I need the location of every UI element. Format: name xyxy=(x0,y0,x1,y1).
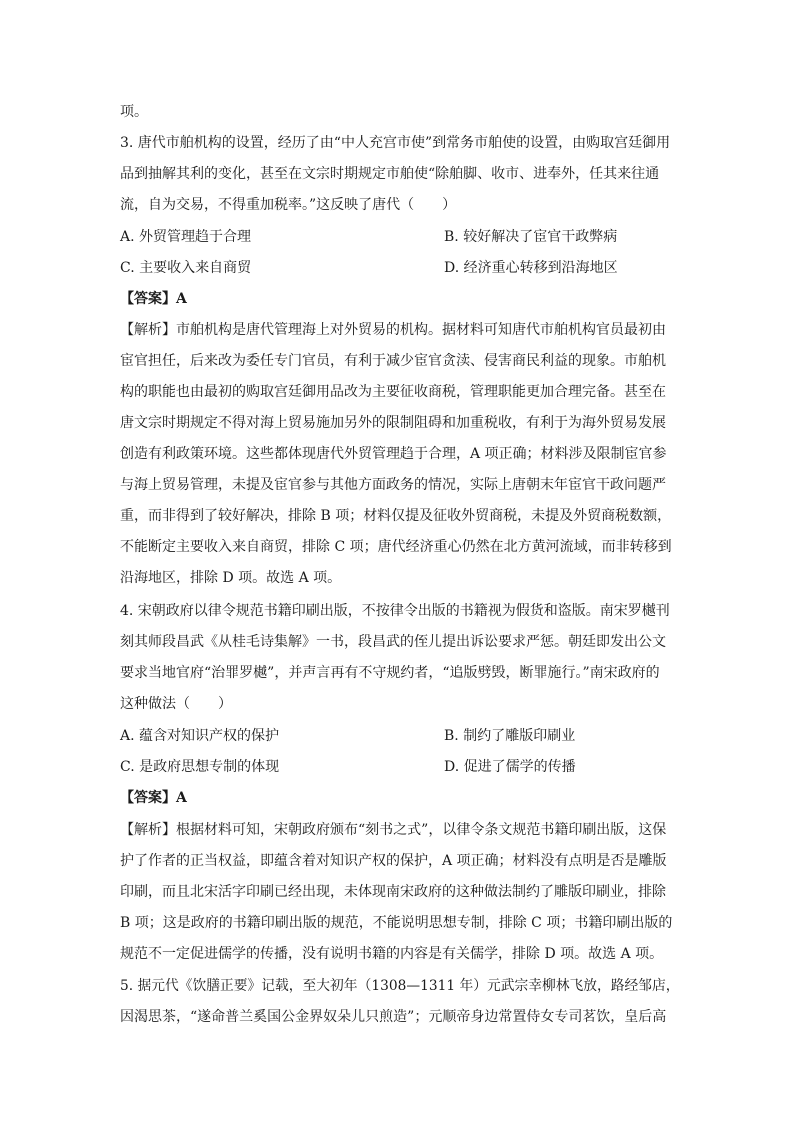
q4-analysis-line: 护了作者的正当权益，即蕴含着对知识产权的保护，A 项正确；材料没有点明是否是雕版 xyxy=(120,853,667,869)
q3-analysis-line: 创造有利政策环境。这些都体现唐代外贸管理趋于合理，A 项正确；材料涉及限制宦官参 xyxy=(120,446,667,462)
question-3-stem: 流，自为交易，不得重加税率。”这反映了唐代（ ） xyxy=(120,197,457,213)
question-5-stem: 5. 据元代《饮膳正要》记载，至大初年（1308—1311 年）元武宗幸柳林飞放，路经邹店， xyxy=(120,978,680,994)
q4-analysis-line: B 项；这是政府的书籍印刷出版的规范，不能说明思想专制，排除 C 项；书籍印刷出版的 xyxy=(120,915,673,931)
q4-option-b: B. 制约了雕版印刷业 xyxy=(444,728,576,744)
q4-analysis-line: 规范不一定促进儒学的传播，没有说明书籍的内容是有关儒学，排除 D 项。故选 A 项。 xyxy=(120,946,664,962)
q3-answer: 【答案】A xyxy=(120,291,187,307)
question-5-stem: 因渴思茶，“遂命普兰奚国公金界奴朵儿只煎造”；元顺帝身边常置侍女专司茗饮，皇后高 xyxy=(120,1009,667,1025)
q4-option-a: A. 蕴含对知识产权的保护 xyxy=(120,728,280,744)
question-3-stem: 品到抽解其利的变化，甚至在文宗时期规定市舶使“除舶脚、收市、进奉外，任其来往通 xyxy=(120,166,660,182)
q3-analysis-line: 沿海地区，排除 D 项。故选 A 项。 xyxy=(120,570,342,586)
q4-answer: 【答案】A xyxy=(120,790,187,806)
q3-option-a: A. 外贸管理趋于合理 xyxy=(120,229,252,245)
question-4-stem: 要求当地官府“治罪罗樾”，并声言再有不守规约者，“追版劈毁，断罪施行。”南宋政府的 xyxy=(120,665,660,681)
q3-analysis-line: 唐文宗时期规定不得对海上贸易施加另外的限制阻碍和加重税收，有利于为海外贸易发展 xyxy=(120,415,666,431)
q3-option-c: C. 主要收入来自商贸 xyxy=(120,260,252,276)
q4-analysis-line: 印刷，而且北宋活字印刷已经出现，未体现南宋政府的这种做法制约了雕版印刷业，排除 xyxy=(120,884,666,900)
q3-analysis-line: 与海上贸易管理，未提及宦官参与其他方面政务的情况，实际上唐朝末年宦官干政问题严 xyxy=(120,477,666,493)
q3-analysis-line: 构的职能也由最初的购取宫廷御用品改为主要征收商税，管理职能更加合理完备。甚至在 xyxy=(120,384,666,400)
question-4-stem: 刻其师段昌武《从桂毛诗集解》一书，段昌武的侄儿提出诉讼要求严惩。朝廷即发出公文 xyxy=(120,634,666,650)
q3-option-d: D. 经济重心转移到沿海地区 xyxy=(444,260,618,276)
q4-option-d: D. 促进了儒学的传播 xyxy=(444,759,576,775)
q3-analysis-line: 不能断定主要收入来自商贸，排除 C 项；唐代经济重心仍然在北方黄河流域，而非转移到 xyxy=(120,539,672,555)
q3-analysis-line: 重，而非得到了较好解决，排除 B 项；材料仅提及征收外贸商税，未提及外贸商税数额， xyxy=(120,508,672,524)
text-line: 项。 xyxy=(120,104,148,120)
q3-analysis-line: 【解析】市舶机构是唐代管理海上对外贸易的机构。据材料可知唐代市舶机构官员最初由 xyxy=(120,322,666,338)
q3-option-b: B. 较好解决了宦官干政弊病 xyxy=(444,229,618,245)
q4-analysis-line: 【解析】根据材料可知，宋朝政府颁布“刻书之式”，以律令条文规范书籍印刷出版，这保 xyxy=(120,822,667,838)
question-3-stem: 3. 唐代市舶机构的设置，经历了由“中人充宫市使”到常务市舶使的设置，由购取宫廷御用 xyxy=(120,135,671,151)
q3-analysis-line: 宦官担任，后来改为委任专门官员，有利于减少宦官贪渎、侵害商民利益的现象。市舶机 xyxy=(120,353,666,369)
question-4-stem: 这种做法（ ） xyxy=(120,696,232,712)
q4-option-c: C. 是政府思想专制的体现 xyxy=(120,759,280,775)
question-4-stem: 4. 宋朝政府以律令规范书籍印刷出版，不按律令出版的书籍视为假货和盗版。南宋罗樾刊 xyxy=(120,603,670,619)
